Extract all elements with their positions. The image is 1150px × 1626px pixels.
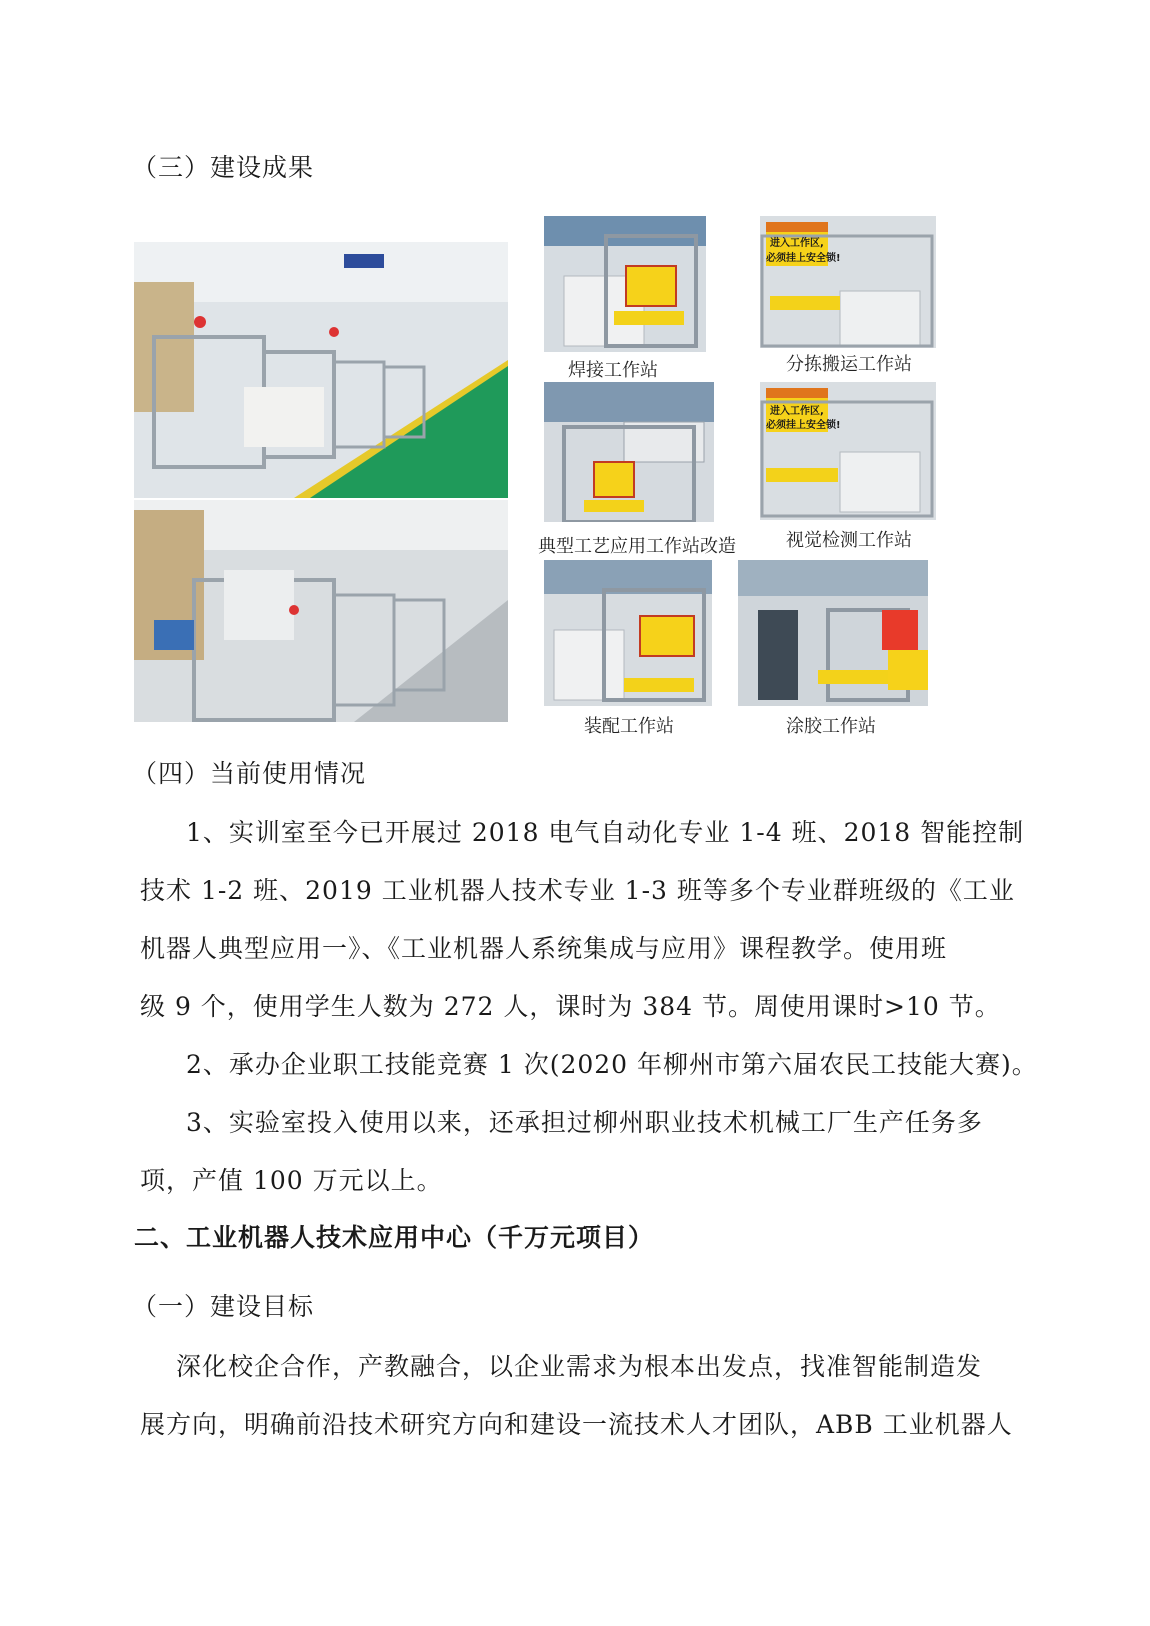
section-heading-achievements: （三）建设成果: [132, 153, 315, 182]
usage-para1-line3: 机器人典型应用一》、《工业机器人系统集成与应用》课程教学。使用班: [140, 934, 948, 963]
welding-station-photo: [544, 216, 706, 352]
usage-para1-line4: 级 9 个，使用学生人数为 272 人，课时为 384 节。周使用课时>10 节。: [140, 992, 1001, 1021]
assembly-station-photo: [544, 560, 712, 706]
caption-gluing-station: 涂胶工作站: [786, 716, 876, 737]
usage-para3-line2: 项，产值 100 万元以上。: [140, 1166, 443, 1195]
sign-text-line2-b: 必须挂上安全锁!: [766, 420, 841, 431]
sign-text-line2: 必须挂上安全锁!: [766, 253, 841, 264]
caption-typical-process-station: 典型工艺应用工作站改造: [538, 536, 736, 557]
chapter-heading-robot-center: 二、工业机器人技术应用中心（千万元项目）: [134, 1223, 655, 1252]
lab-overview-photo-1: [134, 242, 508, 498]
goals-para-line2: 展方向，明确前沿技术研究方向和建设一流技术人才团队，ABB 工业机器人: [140, 1410, 1013, 1439]
usage-para3-line1: 3、实验室投入使用以来，还承担过柳州职业技术机械工厂生产任务多: [186, 1108, 983, 1137]
goals-para-line1: 深化校企合作，产教融合，以企业需求为根本出发点，找准智能制造发: [176, 1352, 983, 1381]
caption-sorting-station: 分拣搬运工作站: [786, 354, 912, 375]
lab-overview-photo-2: [134, 500, 508, 722]
caption-vision-station: 视觉检测工作站: [786, 530, 912, 551]
usage-para1-line1: 1、实训室至今已开展过 2018 电气自动化专业 1-4 班、2018 智能控制: [186, 818, 1025, 847]
caption-welding-station: 焊接工作站: [568, 360, 658, 381]
usage-para2: 2、承办企业职工技能竞赛 1 次(2020 年柳州市第六届农民工技能大赛)。: [186, 1050, 1038, 1079]
usage-para1-line2: 技术 1-2 班、2019 工业机器人技术专业 1-3 班等多个专业群班级的《工业: [140, 876, 1015, 905]
typical-process-station-photo: [544, 382, 714, 522]
gluing-station-photo: [738, 560, 928, 706]
section-heading-current-usage: （四）当前使用情况: [132, 759, 367, 788]
section-heading-goals: （一）建设目标: [132, 1292, 315, 1321]
caption-assembly-station: 装配工作站: [584, 716, 674, 737]
sign-text-line1: 进入工作区,: [770, 238, 824, 249]
sign-text-line1-b: 进入工作区,: [770, 406, 824, 417]
